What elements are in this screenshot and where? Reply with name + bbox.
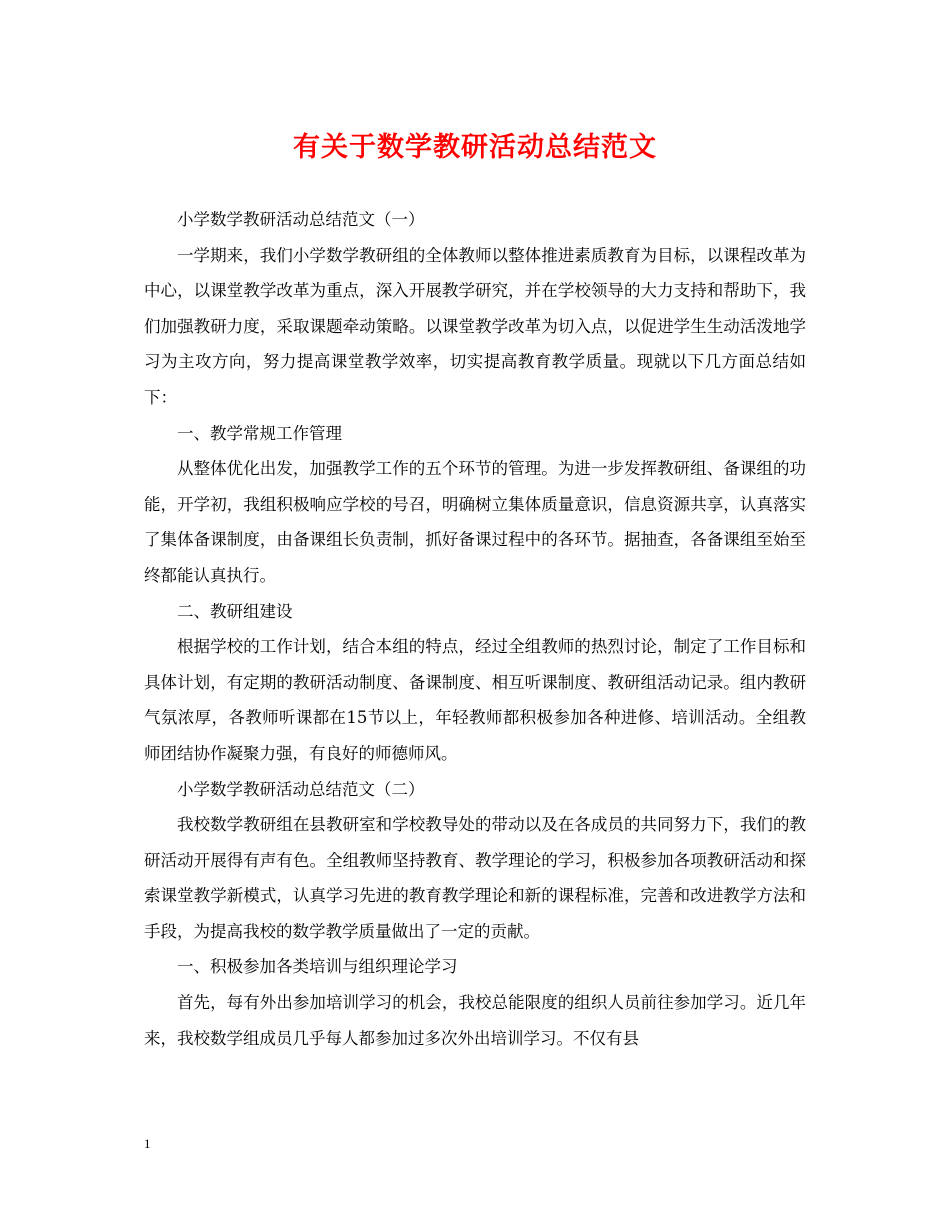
section-heading: 一、积极参加各类培训与组织理论学习 [177,957,458,977]
body-paragraph: 首先，每有外出参加培训学习的机会，我校总能限度的组织人员前往参加学习。近几年来，我校数学组成员几乎每人都参加过多次外出培训学习。不仅有县 [144,993,806,1048]
section-heading: 二、教研组建设 [177,601,293,621]
body-paragraph: 我校数学教研组在县教研室和学校教导处的带动以及在各成员的共同努力下，我们的教研活动开展得有声有色。全组教师坚持教育、教学理论的学习，积极参加各项教研活动和探索课堂教学新模式，认真学习先进的教育教学理论和新的课程标准，完善和改进教学方法和手段，为提高我校的数学教学质量做出了一定的贡献。 [144,815,806,941]
body-paragraph: 根据学校的工作计划，结合本组的特点，经过全组教师的热烈讨论，制定了工作目标和具体计划，有定期的教研活动制度、备课制度、相互听课制度、教研组活动记录。组内教研气氛浓厚，各教师听课都在15节以上，年轻教师都积极参加各种进修、培训活动。全组教师团结协作凝聚力强，有良好的师德师风。 [144,637,806,763]
body-paragraph: 一学期来，我们小学数学教研组的全体教师以整体推进素质教育为目标，以课程改革为中心，以课堂教学改革为重点，深入开展教学研究，并在学校领导的大力支持和帮助下，我们加强教研力度，采取课题牵动策略。以课堂教学改革为切入点，以促进学生生动活泼地学习为主攻方向，努力提高课堂教学效率，切实提高教育教学质量。现就以下几方面总结如下： [144,245,806,407]
page-number: 1 [144,1136,151,1151]
section-heading: 小学数学教研活动总结范文（二） [177,779,425,799]
document-body [144,202,806,1056]
document-title: 有关于数学教研活动总结范文 [293,132,657,163]
section-heading: 一、教学常规工作管理 [177,423,342,443]
section-heading: 小学数学教研活动总结范文（一） [177,210,425,229]
body-paragraph: 从整体优化出发，加强教学工作的五个环节的管理。为进一步发挥教研组、备课组的功能，开学初，我组积极响应学校的号召，明确树立集体质量意识，信息资源共享，认真落实了集体备课制度，由备课组长负责制，抓好备课过程中的各环节。据抽查，各备课组至始至终都能认真执行。 [144,459,806,585]
